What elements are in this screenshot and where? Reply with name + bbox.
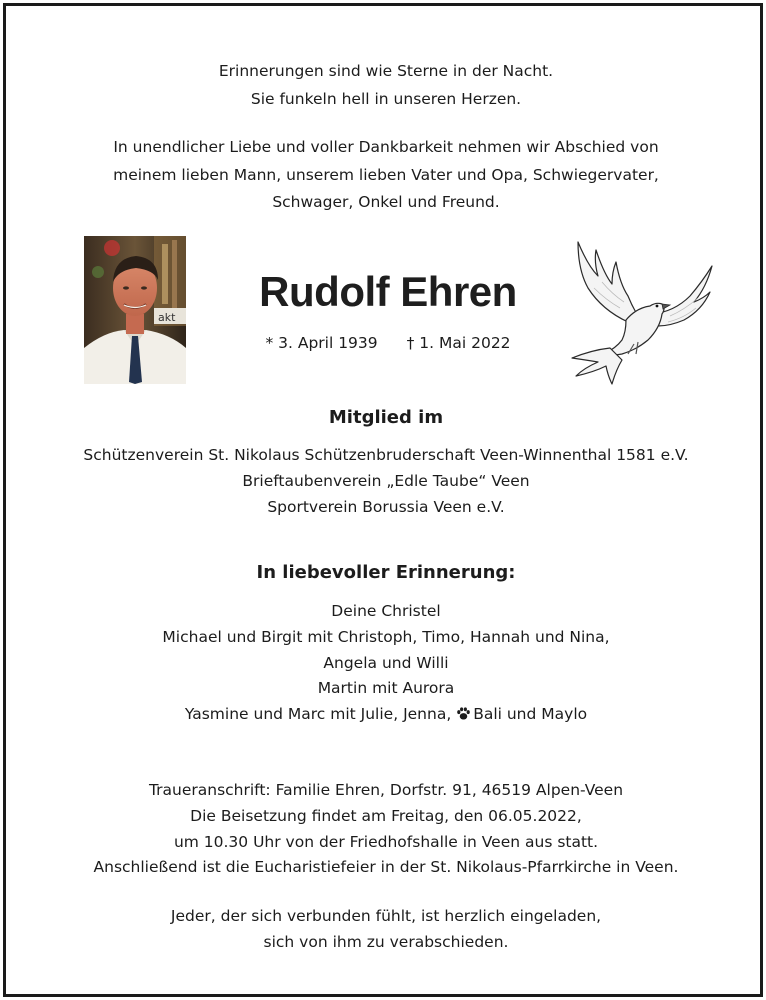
mourner-line: Martin mit Aurora xyxy=(317,679,455,698)
mourner-line-start: Yasmine und Marc mit Julie, Jenna, xyxy=(184,705,452,724)
mourners-list xyxy=(6,599,766,730)
mourners-section xyxy=(6,562,766,583)
mourner-line: Angela und Willi xyxy=(323,653,449,672)
info-line: Anschließend ist die Eucharistiefeier in der St. Nikolaus-Pfarrkirche in Veen. xyxy=(93,858,679,877)
farewell-line: Schwager, Onkel und Freund. xyxy=(272,193,500,211)
paw-icon xyxy=(456,704,471,730)
mourner-line: Deine Christel xyxy=(331,602,441,620)
farewell-line: In unendlicher Liebe und voller Dankbarkeit nehmen wir Abschied von xyxy=(113,138,659,156)
funeral-info xyxy=(6,778,766,881)
membership-section xyxy=(6,407,766,428)
mourner-line-end: Bali und Maylo xyxy=(473,705,588,724)
obituary-notice xyxy=(3,3,763,997)
club-item: Brieftaubenverein „Edle Taube“ Veen xyxy=(242,471,530,490)
mourner-line: Michael und Birgit mit Christoph, Timo, Hannah und Nina, xyxy=(162,627,610,646)
dove-icon xyxy=(566,236,718,388)
membership-heading: Mitglied im xyxy=(328,407,444,428)
closing-line: Jeder, der sich verbunden fühlt, ist herzlich eingeladen, xyxy=(170,907,602,925)
mourners-heading: In liebevoller Erinnerung: xyxy=(256,562,516,583)
info-line: um 10.30 Uhr von der Friedhofshalle in Veen aus statt. xyxy=(173,832,599,851)
poem-line: Erinnerungen sind wie Sterne in der Nacht. xyxy=(218,62,554,80)
club-list xyxy=(6,443,766,520)
life-dates xyxy=(206,334,570,352)
mourner-line xyxy=(6,702,766,730)
closing-line: sich von ihm zu verabschieden. xyxy=(263,932,509,951)
photo-sign-text: akt xyxy=(158,311,176,324)
info-line: Traueranschrift: Familie Ehren, Dorfstr. 91, 46519 Alpen-Veen xyxy=(148,781,624,799)
poem-line: Sie funkeln hell in unseren Herzen. xyxy=(250,89,522,108)
farewell-line: meinem lieben Mann, unserem lieben Vater und Opa, Schwiegervater, xyxy=(113,165,659,184)
info-line: Die Beisetzung findet am Freitag, den 06.05.2022, xyxy=(190,806,582,825)
poem xyxy=(6,58,766,113)
farewell-text xyxy=(6,134,766,217)
club-item: Sportverein Borussia Veen e.V. xyxy=(267,497,505,516)
birth-date: * 3. April 1939 xyxy=(265,334,378,352)
closing-text xyxy=(6,904,766,956)
death-date: † 1. Mai 2022 xyxy=(406,334,511,352)
portrait-photo xyxy=(84,236,186,384)
deceased-name: Rudolf Ehren xyxy=(259,268,517,315)
club-item: Schützenverein St. Nikolaus Schützenbruderschaft Veen-Winnenthal 1581 e.V. xyxy=(83,446,689,464)
